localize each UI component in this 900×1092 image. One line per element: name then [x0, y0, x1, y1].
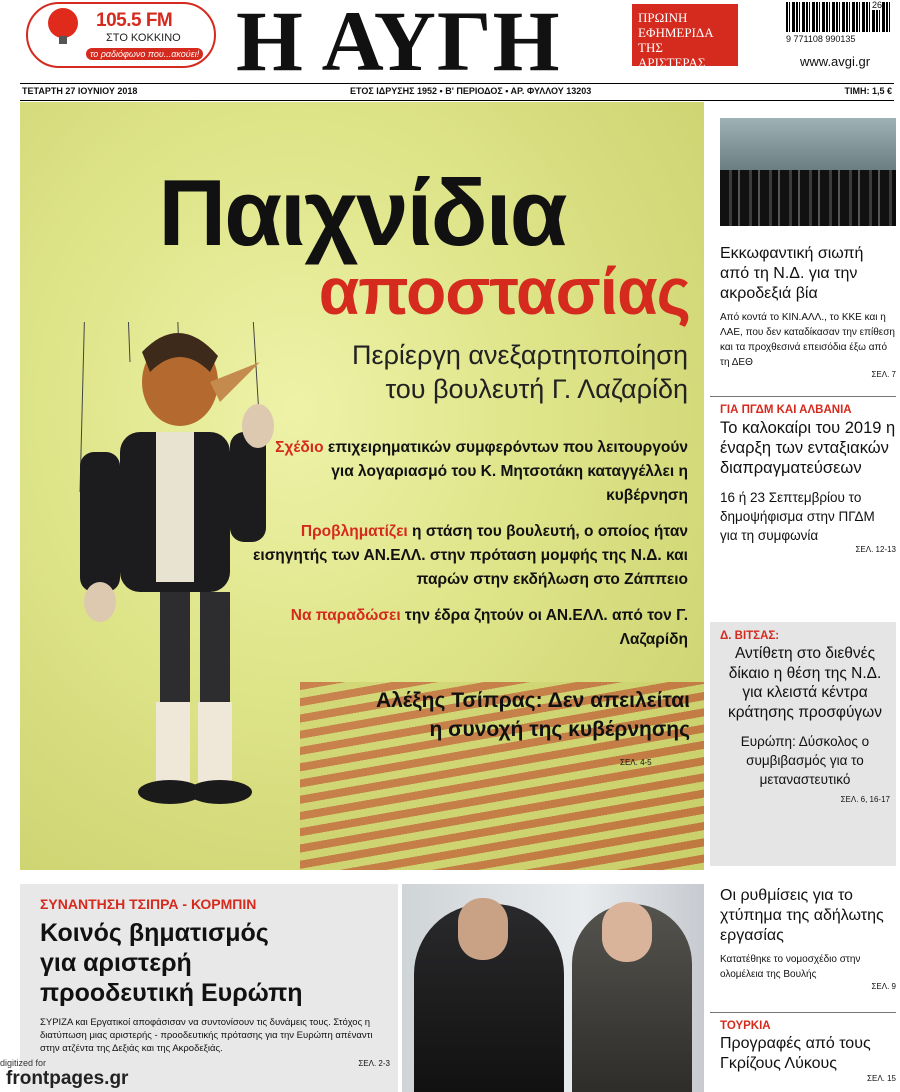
side-story-body: Κατατέθηκε το νομοσχέδιο στην ολομέλεια της Βουλής	[720, 954, 861, 980]
page-reference: ΣΕΛ. 7	[871, 370, 896, 379]
bottom-story-kicker: ΣΥΝΑΝΤΗΣΗ ΤΣΙΠΡΑ - ΚΟΡΜΠΙΝ	[40, 896, 257, 912]
page-reference: ΣΕΛ. 2-3	[358, 1059, 390, 1068]
side-story-body: Ευρώπη: Δύσκολος ο συμβιβασμός για το μεταναστευτικό	[740, 734, 870, 787]
issue-info-bar	[20, 83, 894, 101]
headline-primary: Παιχνίδια	[158, 160, 566, 265]
quote-line: η συνοχή της κυβέρνησης	[429, 718, 690, 741]
headline-lead	[220, 338, 688, 406]
page-reference: ΣΕΛ. 12-13	[855, 545, 896, 554]
story-point	[250, 520, 688, 592]
side-story-title: Εκκωφαντική σιωπή από τη Ν.Δ. για την ακροδεξιά βία	[720, 245, 864, 302]
website-link[interactable]: www.avgi.gr	[800, 54, 871, 69]
radio-logo	[20, 2, 218, 66]
side-story-fyrom[interactable]	[720, 404, 896, 554]
issue-date: ΤΕΤΑΡΤΗ 27 ΙΟΥΝΙΟΥ 2018	[22, 86, 138, 96]
page-reference: ΣΕΛ. 9	[871, 982, 896, 991]
issue-code: 26	[872, 0, 883, 10]
side-story-body: 16 ή 23 Σεπτεμβρίου το δημοψήφισμα στην ΠΓΔΜ για τη συμφωνία	[720, 490, 875, 543]
bottom-story-title	[40, 918, 390, 1008]
story-point	[250, 436, 688, 508]
side-story-title: Οι ρυθμίσεις για το χτύπημα της αδήλωτης εργασίας	[720, 887, 884, 944]
tsipras-quote	[220, 686, 690, 744]
point-lead: Προβληματίζει	[300, 523, 408, 540]
bottom-story[interactable]	[40, 896, 390, 1068]
point-lead: Σχέδιο	[275, 439, 324, 456]
lightbulb-icon	[48, 8, 78, 38]
issue-price: ΤΙΜΗ: 1,5 €	[844, 86, 892, 96]
page-reference: ΣΕΛ. 15	[867, 1074, 896, 1083]
tsipras-corbyn-photo	[402, 884, 704, 1092]
page-reference: ΣΕΛ. 4-5	[620, 758, 652, 767]
side-story-title: Προγραφές από τους Γκρίζους Λύκους	[720, 1035, 871, 1072]
face-shape	[458, 898, 508, 960]
main-story[interactable]	[20, 102, 704, 870]
column-divider	[710, 1012, 896, 1013]
radio-frequency: 105.5 FM	[96, 10, 173, 31]
side-story-violence[interactable]	[720, 244, 896, 379]
lead-line: Περίεργη ανεξαρτητοποίηση	[352, 340, 688, 370]
tagline-line: ΕΦΗΜΕΡΙΔΑ	[638, 25, 714, 40]
barcode-number: 9 771108 990135	[786, 34, 856, 44]
side-story-kicker: ΤΟΥΡΚΙΑ	[720, 1020, 771, 1032]
side-story-kicker: Δ. ΒΙΤΣΑΣ:	[720, 630, 780, 642]
side-story-title: Το καλοκαίρι του 2019 η έναρξη των ενταξιακών διαπραγματεύσεων	[720, 419, 896, 477]
watermark-site: frontpages.gr	[6, 1068, 129, 1089]
newspaper-title: Η ΑΥΓΗ	[236, 0, 561, 89]
title-line: Κοινός βηματισμός	[40, 919, 269, 947]
side-story-kicker: ΓΙΑ ΠΓΔΜ ΚΑΙ ΑΛΒΑΝΙΑ	[720, 404, 852, 416]
crowd-silhouettes	[720, 170, 896, 226]
face-shape	[602, 902, 652, 962]
story-point	[250, 604, 688, 652]
radio-subtitle: ΣΤΟ ΚΟΚΚΙΝΟ	[106, 32, 181, 44]
issue-edition: ΕΤΟΣ ΙΔΡΥΣΗΣ 1952 • Β' ΠΕΡΙΟΔΟΣ • ΑΡ. ΦΥΛΛΟΥ 13203	[350, 86, 592, 96]
point-lead: Να παραδώσει	[290, 607, 401, 624]
column-divider	[710, 396, 896, 397]
tagline-line: ΠΡΩΙΝΗ	[638, 10, 688, 25]
point-text: την έδρα ζητούν οι ΑΝ.ΕΛΛ. από τον Γ. Λαζαρίδη	[400, 607, 688, 648]
title-line: για αριστερή	[40, 949, 192, 977]
quote-line: Αλέξης Τσίπρας: Δεν απειλείται	[375, 689, 690, 712]
side-story-turkey[interactable]	[720, 1020, 896, 1083]
side-story-vitsas[interactable]	[720, 630, 890, 804]
side-story-labour[interactable]	[720, 886, 896, 991]
story-points	[250, 436, 688, 664]
masthead-tagline	[632, 4, 738, 70]
radio-slogan: το ραδιόφωνο που...ακούει!	[86, 48, 203, 60]
point-text: η στάση του βουλευτή, ο οποίος ήταν εισηγητής των ΑΝ.ΕΛΛ. στην πρόταση μομφής της Ν.Δ. και παρών στην εκδήλωση στο Ζάππειο	[253, 523, 688, 588]
page-reference: ΣΕΛ. 6, 16-17	[840, 795, 890, 804]
side-story-title: Αντίθετη στο διεθνές δίκαιο η θέση της Ν.Δ. για κλειστά κέντρα κράτησης προσφύγων	[727, 645, 883, 721]
lead-line: του βουλευτή Γ. Λαζαρίδη	[385, 374, 688, 404]
title-line: προοδευτική Ευρώπη	[40, 979, 303, 1007]
bottom-story-body: ΣΥΡΙΖΑ και Εργατικοί αποφάσισαν να συντονίσουν τις δυνάμεις τους. Στόχος η διατύπωση μιας αριστερής - προοδευτικής πρότασης για την Ευρώπη απέναντι στην ατζέντα της Δεξιάς και της Ακροδεξιάς.	[40, 1017, 373, 1054]
point-text: επιχειρηματικών συμφερόντων που λειτουργούν για λογαριασμό του Κ. Μητσοτάκη καταγγέλλει η κυβέρνηση	[323, 439, 688, 504]
side-story-body: Από κοντά το ΚΙΝ.ΑΛΛ., το ΚΚΕ και η ΛΑΕ, που δεν καταδίκασαν την επίθεση και τα προχθεσινά επεισόδια έξω από τη ΔΕΘ	[720, 312, 895, 368]
watermark-caption: digitized for	[0, 1058, 47, 1068]
tagline-line: ΤΗΣ ΑΡΙΣΤΕΡΑΣ	[638, 40, 706, 70]
riot-police-photo	[720, 118, 896, 226]
headline-secondary: αποστασίας	[318, 254, 690, 328]
